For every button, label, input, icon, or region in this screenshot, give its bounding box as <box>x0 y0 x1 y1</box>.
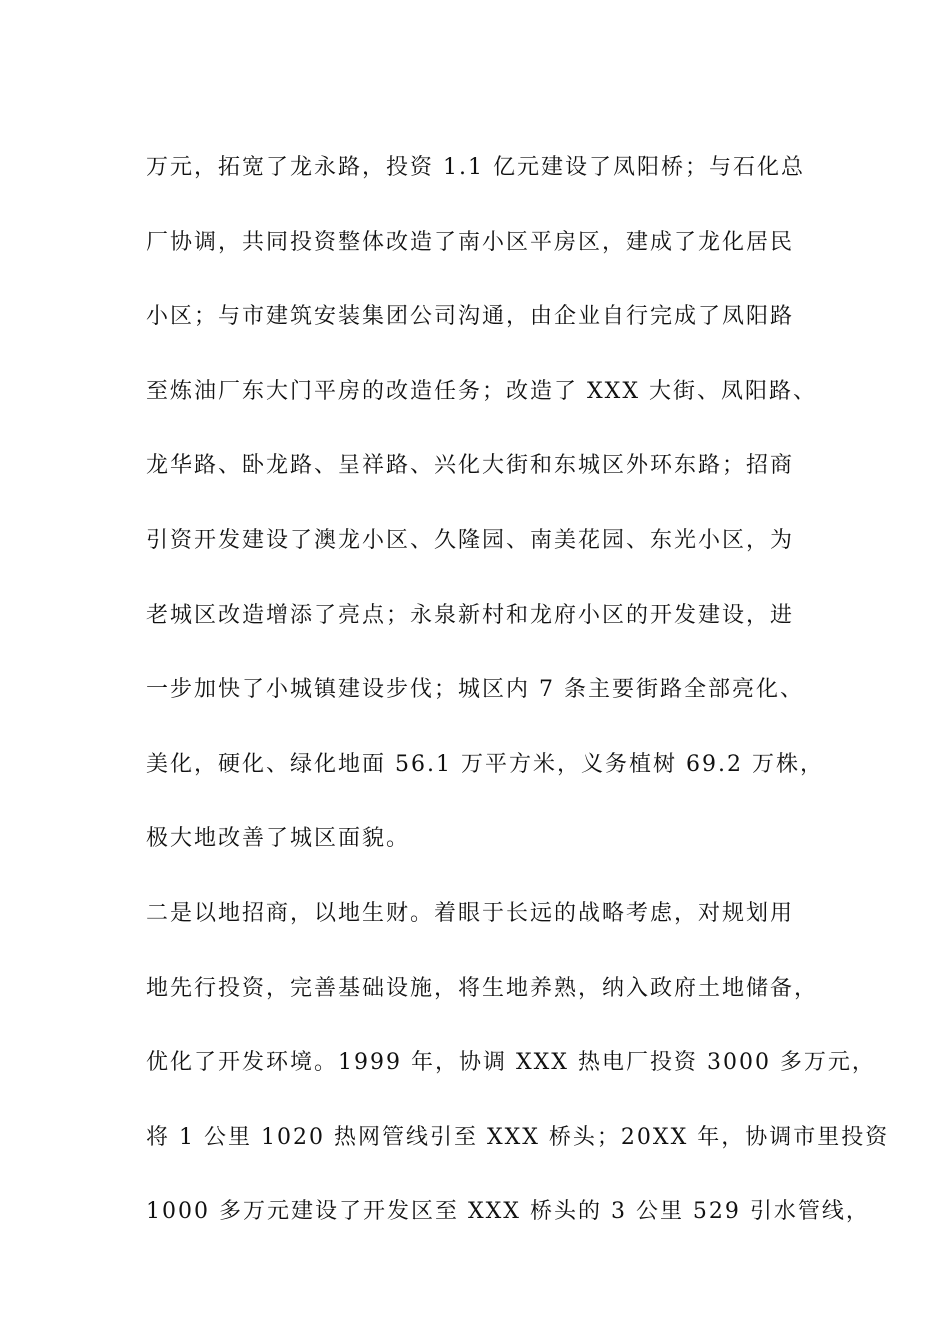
text-line: 一步加快了小城镇建设步伐；城区内 7 条主要街路全部亮化、 <box>146 677 804 703</box>
text-line: 老城区改造增添了亮点；永泉新村和龙府小区的开发建设，进 <box>146 602 795 628</box>
text-line: 美化，硬化、绿化地面 56.1 万平方米，义务植树 69.2 万株， <box>146 751 824 777</box>
text-line: 1000 多万元建设了开发区至 XXX 桥头的 3 公里 529 引水管线， <box>146 1199 870 1225</box>
text-line: 二是以地招商，以地生财。着眼于长远的战略考虑，对规划用 <box>146 900 795 926</box>
text-line: 地先行投资，完善基础设施，将生地养熟，纳入政府土地储备， <box>146 975 819 1001</box>
text-line: 万元，拓宽了龙永路，投资 1.1 亿元建设了凤阳桥；与石化总 <box>146 155 805 180</box>
text-line: 极大地改善了城区面貌。 <box>146 826 411 852</box>
text-line: 厂协调，共同投资整体改造了南小区平房区，建成了龙化居民 <box>146 229 795 255</box>
body-text <box>146 131 890 1250</box>
text-line: 小区；与市建筑安装集团公司沟通，由企业自行完成了凤阳路 <box>146 304 795 330</box>
text-line: 将 1 公里 1020 热网管线引至 XXX 桥头；20XX 年，协调市里投资 <box>146 1124 890 1150</box>
text-line: 优化了开发环境。1999 年，协调 XXX 热电厂投资 3000 多万元， <box>146 1050 876 1076</box>
text-line: 引资开发建设了澳龙小区、久隆园、南美花园、东光小区，为 <box>146 527 795 553</box>
text-line: 至炼油厂东大门平房的改造任务；改造了 XXX 大街、凤阳路、 <box>146 378 817 404</box>
text-line: 龙华路、卧龙路、呈祥路、兴化大街和东城区外环东路；招商 <box>146 453 795 479</box>
